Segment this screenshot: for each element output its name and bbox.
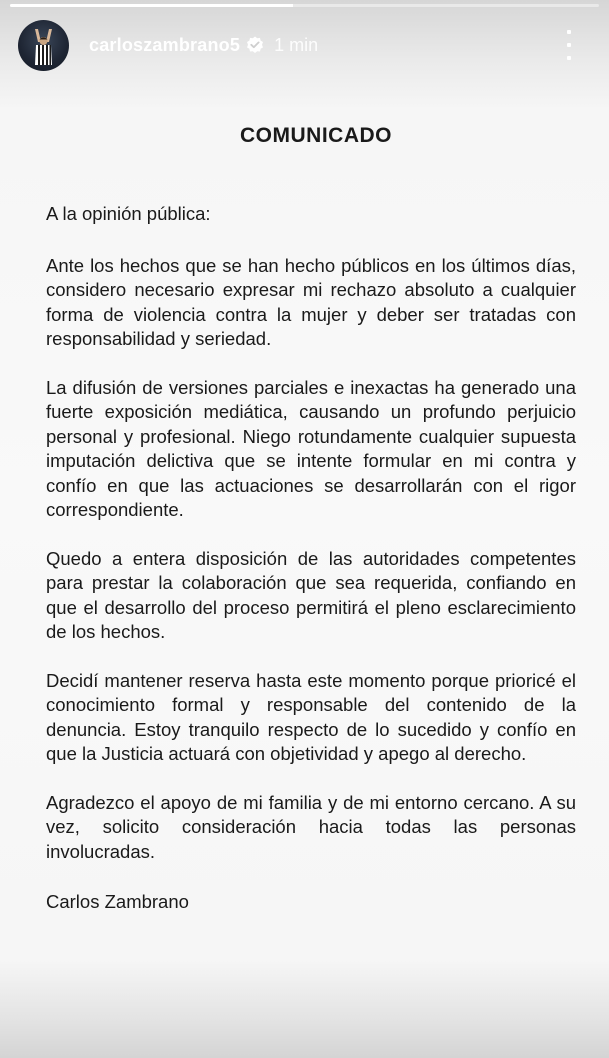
document-title: COMUNICADO: [240, 124, 392, 147]
story-header: [18, 19, 591, 71]
more-vertical-icon-dot: [567, 43, 571, 47]
story-progress-bar: [10, 4, 599, 7]
more-options-button[interactable]: [559, 30, 579, 60]
username[interactable]: carloszambrano5: [89, 34, 241, 55]
paragraph: Decidí mantener reserva hasta este momento porque prioricé el conocimiento formal y responsable del contenido de la denuncia. Estoy tranquilo respecto de lo sucedido y confío en que la Justicia actuará con objetividad y apego al derecho.: [46, 669, 576, 764]
avatar-person-icon: [18, 20, 69, 71]
document-greeting: A la opinión pública:: [46, 203, 211, 224]
document-signature: Carlos Zambrano: [46, 891, 189, 912]
paragraph: Quedo a entera disposición de las autoridades competentes para prestar la colaboración que sea requerida, confiando en que el desarrollo del proceso permitirá el pleno esclarecimiento de los hechos.: [46, 547, 576, 642]
statement-document: [46, 120, 576, 915]
story-progress-fill: [10, 4, 293, 7]
story-timestamp: 1 min: [274, 34, 319, 55]
avatar[interactable]: [18, 20, 69, 71]
paragraph: Agradezco el apoyo de mi familia y de mi entorno cercano. A su vez, solicito consideración hacia todas las personas involucradas.: [46, 791, 576, 862]
paragraph: Ante los hechos que se han hecho públicos en los últimos días, considero necesario expresar mi rechazo absoluto a cualquier forma de violencia contra la mujer y deber ser tratadas con responsabilidad y seriedad.: [46, 254, 576, 349]
more-vertical-icon-dot: [567, 30, 571, 34]
more-vertical-icon-dot: [567, 56, 571, 60]
paragraph: La difusión de versiones parciales e inexactas ha generado una fuerte exposición mediática, causando un profundo perjuicio personal y profesional. Niego rotundamente cualquier supuesta imputación delictiva que se intente formular en mi contra y confío en que las actuaciones se desarrollarán con el rigor correspondiente.: [46, 376, 576, 520]
verified-badge-icon: [246, 36, 264, 54]
